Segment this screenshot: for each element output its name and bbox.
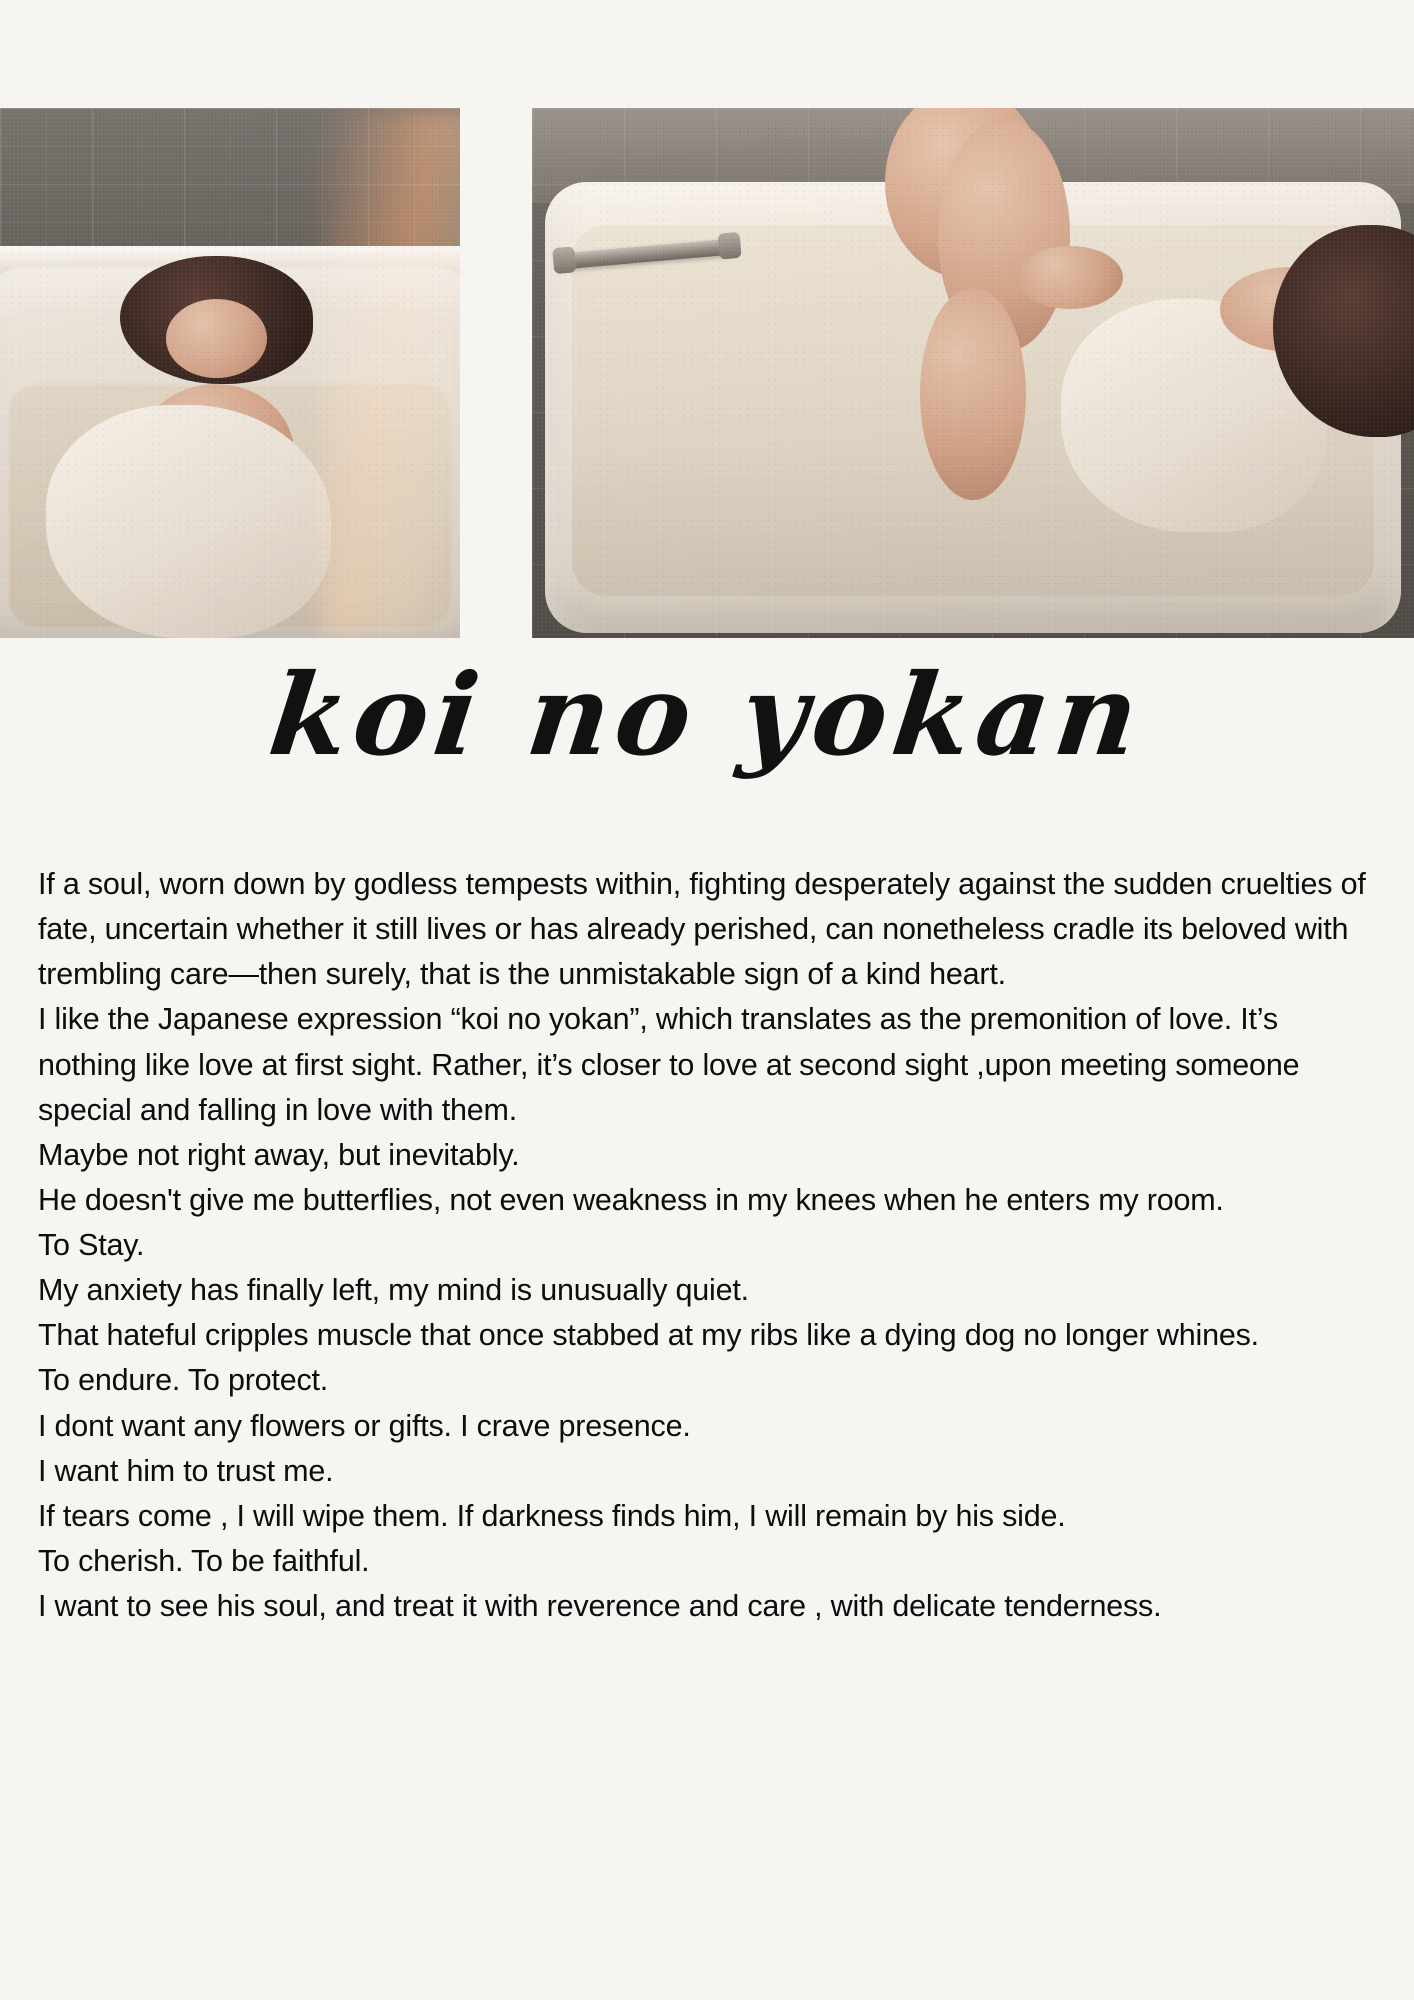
light-leak-overlay [322, 108, 460, 638]
photo-bathtub-left [0, 108, 460, 638]
figure-shin [920, 288, 1026, 500]
page-title: koi no yokan [262, 650, 1152, 781]
paragraph: To Stay. [38, 1228, 145, 1262]
figure-shirt [46, 405, 331, 638]
photo-bathtub-right [532, 108, 1414, 638]
body-text [38, 862, 1378, 1629]
paragraph: If tears come , I will wipe them. If darkness finds him, I will remain by his side. [38, 1498, 1066, 1533]
figure-face [166, 299, 267, 379]
paragraph: If a soul, worn down by godless tempests within, fighting desperately against the sudden cruelties of fate, uncertain whether it still lives or has already perished, can nonetheless cradle its beloved with trembling care—then surely, that is the unmistakable sign of a kind heart. [38, 867, 1366, 992]
paragraph: That hateful cripples muscle that once stabbed at my ribs like a dying dog no longer whines. [38, 1318, 1259, 1353]
paragraph: I dont want any flowers or gifts. I crave presence. [38, 1408, 691, 1443]
paragraph: To cherish. To be faithful. [38, 1543, 370, 1578]
paragraph: My anxiety has finally left, my mind is unusually quiet. [38, 1273, 749, 1308]
paragraph: I want to see his soul, and treat it with reverence and care , with delicate tenderness. [38, 1589, 1162, 1623]
paragraph: I want him to trust me. [38, 1453, 334, 1488]
photo-strip [0, 108, 1414, 638]
paragraph: To endure. To protect. [38, 1363, 329, 1398]
paragraph: He doesn't give me butterflies, not even weakness in my knees when he enters my room. [38, 1182, 1224, 1217]
figure-hand [1017, 246, 1123, 310]
paragraph: Maybe not right away, but inevitably. [38, 1137, 520, 1172]
paragraph: I like the Japanese expression “koi no yokan”, which translates as the premonition of love. It’s nothing like love at first sight. Rather, it’s closer to love at second sight ,upon meeting someone special and falling in love with them. [38, 1002, 1300, 1127]
